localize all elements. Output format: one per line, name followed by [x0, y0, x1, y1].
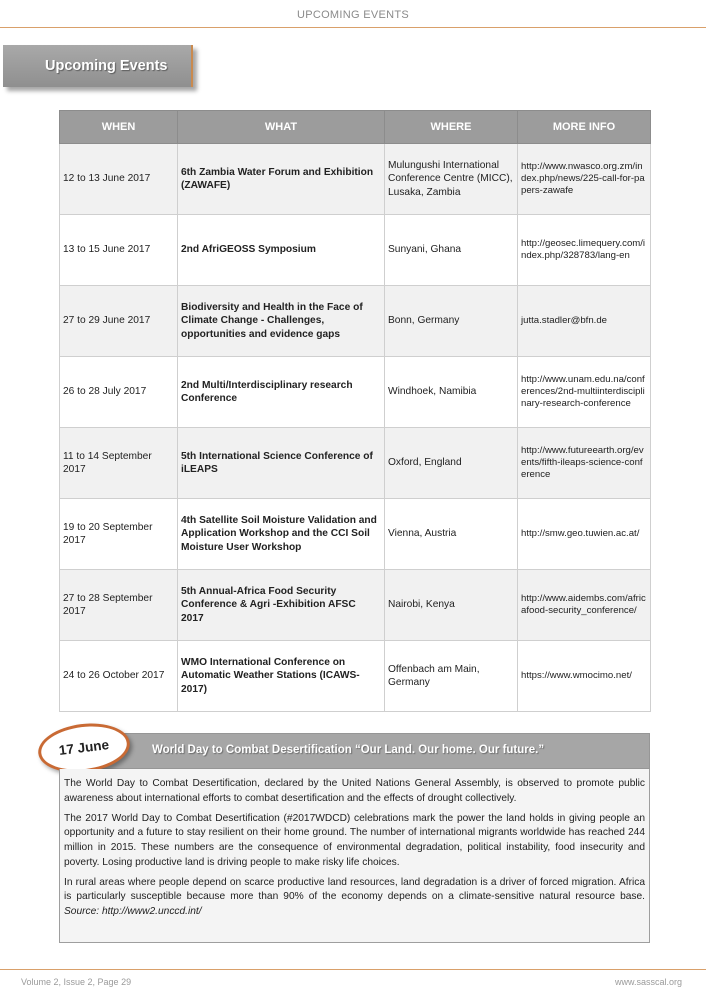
date-badge-label: 17 June: [58, 736, 110, 759]
footer-volume-info: Volume 2, Issue 2, Page 29: [21, 977, 132, 987]
cell-when: 19 to 20 September 2017: [60, 499, 178, 570]
table-row: [60, 215, 651, 286]
cell-what: Biodiversity and Health in the Face of Climate Change - Challenges, opportunities and evidence gaps: [178, 286, 385, 357]
cell-more-info[interactable]: http://geosec.limequery.com/index.php/328783/lang-en: [518, 215, 651, 286]
table-row: [60, 499, 651, 570]
table-row: [60, 570, 651, 641]
section-title-box: [3, 45, 193, 87]
cell-when: 12 to 13 June 2017: [60, 144, 178, 215]
events-table: [59, 110, 651, 712]
cell-what: 6th Zambia Water Forum and Exhibition (ZAWAFE): [178, 144, 385, 215]
cell-what: 5th Annual-Africa Food Security Conference & Agri -Exhibition AFSC 2017: [178, 570, 385, 641]
wdcd-article: [59, 769, 650, 943]
cell-when: 27 to 29 June 2017: [60, 286, 178, 357]
section-title: Upcoming Events: [45, 58, 168, 74]
source-citation[interactable]: Source: http://www2.unccd.int/: [64, 906, 202, 918]
cell-what: WMO International Conference on Automatic Weather Stations (ICAWS-2017): [178, 641, 385, 712]
cell-more-info[interactable]: http://www.futureearth.org/events/fifth-ileaps-science-conference: [518, 428, 651, 499]
cell-what: 4th Satellite Soil Moisture Validation and Application Workshop and the CCI Soil Moisture User Workshop: [178, 499, 385, 570]
cell-more-info[interactable]: http://smw.geo.tuwien.ac.at/: [518, 499, 651, 570]
cell-where: Mulungushi International Conference Centre (MICC), Lusaka, Zambia: [385, 144, 518, 215]
cell-when: 11 to 14 September 2017: [60, 428, 178, 499]
article-paragraph: The 2017 World Day to Combat Desertification (#2017WDCD) celebrations mark the power the land holds in giving people an opportunity and a future to stay resilient on their home ground. The number of international migrants worldwide has reached 244 million in 2015. These numbers are the consequence of environmental degradation, political instability, food insecurity and poverty. Losing productive land is driving people to make risky life choices.: [64, 812, 645, 868]
header-rule: [0, 27, 706, 28]
cell-what: 2nd Multi/Interdisciplinary research Conference: [178, 357, 385, 428]
table-header-row: [60, 111, 651, 144]
cell-where: Windhoek, Namibia: [385, 357, 518, 428]
column-header-when: WHEN: [60, 111, 178, 144]
cell-where: Bonn, Germany: [385, 286, 518, 357]
cell-more-info[interactable]: http://www.aidembs.com/africafood-security_conference/: [518, 570, 651, 641]
cell-more-info[interactable]: http://www.nwasco.org.zm/index.php/news/225-call-for-papers-zawafe: [518, 144, 651, 215]
wdcd-title-bar: [59, 733, 650, 769]
column-header-where: WHERE: [385, 111, 518, 144]
column-header-what: WHAT: [178, 111, 385, 144]
cell-where: Offenbach am Main, Germany: [385, 641, 518, 712]
table-row: [60, 357, 651, 428]
table-row: [60, 286, 651, 357]
cell-where: Sunyani, Ghana: [385, 215, 518, 286]
running-header: UPCOMING EVENTS: [296, 9, 410, 21]
article-paragraph-text: In rural areas where people depend on scarce productive land resources, land degradation is a driver of forced migration. Africa is particularly susceptible because more than 90% of the economy depends on a climate-sensitive natural resource base.: [64, 876, 645, 903]
cell-when: 26 to 28 July 2017: [60, 357, 178, 428]
cell-what: 2nd AfriGEOSS Symposium: [178, 215, 385, 286]
cell-when: 27 to 28 September 2017: [60, 570, 178, 641]
cell-what: 5th International Science Conference of iLEAPS: [178, 428, 385, 499]
cell-where: Vienna, Austria: [385, 499, 518, 570]
wdcd-title: World Day to Combat Desertification “Our Land. Our home. Our future.”: [152, 744, 545, 756]
table-row: [60, 144, 651, 215]
cell-more-info[interactable]: jutta.stadler@bfn.de: [518, 286, 651, 357]
table-row: [60, 641, 651, 712]
article-paragraph: The World Day to Combat Desertification, declared by the United Nations General Assembly, is observed to promote public awareness about international efforts to combat desertification and the effects of drought collectively.: [64, 778, 645, 804]
cell-where: Nairobi, Kenya: [385, 570, 518, 641]
cell-when: 13 to 15 June 2017: [60, 215, 178, 286]
cell-when: 24 to 26 October 2017: [60, 641, 178, 712]
footer-rule: [0, 969, 706, 970]
footer-website[interactable]: www.sasscal.org: [614, 977, 682, 987]
cell-more-info[interactable]: http://www.unam.edu.na/conferences/2nd-multiinterdisciplinary-research-conference: [518, 357, 651, 428]
cell-where: Oxford, England: [385, 428, 518, 499]
column-header-more-info: MORE INFO: [518, 111, 651, 144]
article-paragraph-last: [64, 876, 645, 920]
cell-more-info[interactable]: https://www.wmocimo.net/: [518, 641, 651, 712]
table-row: [60, 428, 651, 499]
